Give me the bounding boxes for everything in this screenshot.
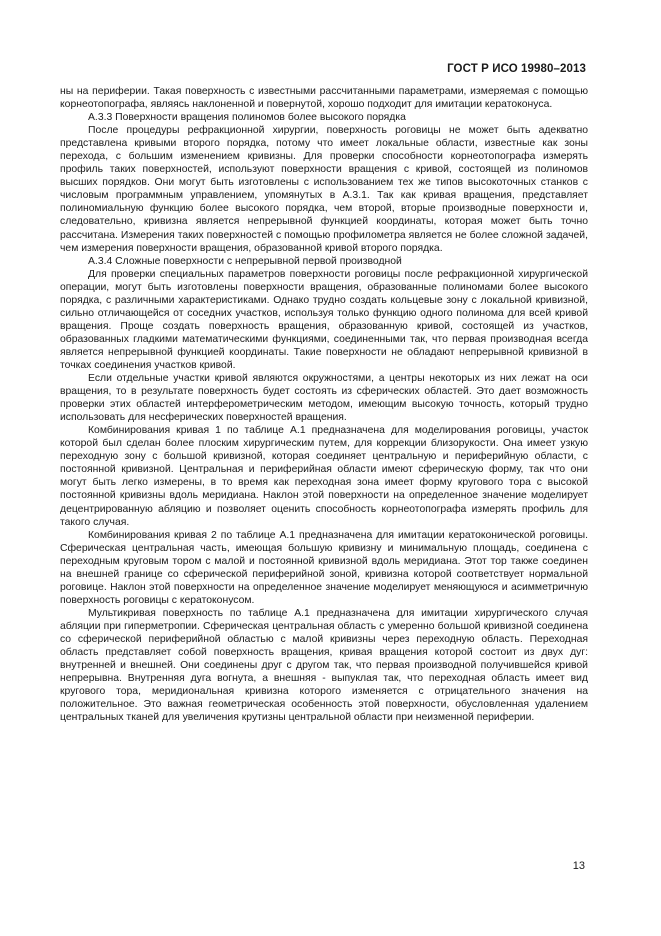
paragraph: Для проверки специальных параметров поверхности роговицы после рефракционной хирургической операции, могут быть изготовлены поверхности вращения, образованные полиномами более высокого порядка, с различными характеристиками. Однако трудно создать кольцевые зону с локальной кривизной, сильно отличающейся от соседних участков, используя только функцию одного полинома для всей кривой вращения. Проще создать поверхность вращения, образованную кривой, состоящей из участков, образованных гладкими математическими функциями, соединенными так, что первая производная всегда является непрерывной функцией координаты. Такие поверхности не обладают непрерывной кривизной в точках соединения участков кривой. [60, 268, 588, 371]
paragraph: После процедуры рефракционной хирургии, поверхность роговицы не может быть адекватно представлена кривыми второго порядка, потому что имеет локальные области, известные как зоны перехода, с большим изменением кривизны. Для проверки способности корнеотопографа измерять профиль таких поверхностей, используют поверхности вращения с кривой, состоящей из полиномов высших порядков. Они могут быть изготовлены с использованием тех же типов высокоточных станков с числовым программным управлением, упомянутых в А.3.1. Так как кривая вращения, представляет полиномиальную функцию более высокого порядка, чем второй, вторые производные поверхности и, следовательно, кривизна является непрерывной функцией координаты, которая может быть точно рассчитана. Измерения таких поверхностей с помощью профилометра является не более сложной задачей, чем измерения поверхности вращения, образованной кривой второго порядка. [60, 125, 588, 254]
paragraph: Комбинирования кривая 1 по таблице А.1 предназначена для моделирования роговицы, участок которой был сделан более плоским хирургическим путем, для коррекции близорукости. Она имеет узкую переходную зону с большой кривизной, которая соединяет центральную и периферийную области, с постоянной кривизной. Центральная и периферийная области имеют сферическую форму, так что они могут быть легко измерены, в то время как переходная зона имеет форму кругового тора с высокой постоянной кривизны вдоль меридиана. Наклон этой поверхности на определенное значение моделирует децентрированную абляцию и позволяет оценить способность корнеотопографа измерять профиль для такого случая. [60, 425, 588, 528]
section-heading-a33: А.3.3 Поверхности вращения полиномов более высокого порядка [88, 112, 406, 124]
paragraph: Комбинирования кривая 2 по таблице А.1 предназначена для имитации кератоконической роговицы. Сферическая центральная часть, имеющая большую кривизну и минимальную площадь, соединена с переходным круговым тором с малой и постоянной кривизной вдоль меридиана. Этот тор также соединен на внешней границе со сферической периферийной зоной, кривизна которой соответствует нормальной роговице. Наклон этой поверхности на определенное значение моделирует меняющуюся и асимметричную поверхность роговицы с кератоконусом. [60, 529, 588, 606]
section-heading-a34: А.3.4 Сложные поверхности с непрерывной первой производной [88, 255, 402, 267]
page-number: 13 [572, 860, 585, 872]
paragraph: Если отдельные участки кривой являются окружностями, а центры некоторых из них лежат на оси вращения, то в результате поверхность будет состоять из сферических областей. Это дает возможность проверки этих областей интерферометрическим методом, имеющим высокую точность, который трудно использовать для несферических поверхностей вращения. [60, 373, 588, 424]
document-body [60, 85, 588, 724]
document-header-code: ГОСТ Р ИСО 19980–2013 [447, 63, 586, 75]
paragraph-continuation: ны на периферии. Такая поверхность с известными рассчитанными параметрами, измеряемая с помощью корнеотопографа, являясь наклоненной и повернутой, хорошо подходит для имитации кератоконуса. [60, 86, 588, 111]
paragraph: Мультикривая поверхность по таблице А.1 предназначена для имитации хирургического случая абляции при гиперметропии. Сферическая центральная область с умеренно большой кривизной соединена со сферической периферийной областью с малой кривизны через переходную область. Переходная область представляет собой поверхность вращения, кривая вращения которой состоит из двух дуг: внутренней и внешней. Они соединены друг с другом так, что первая производной получившейся кривой непрерывна. Внутренняя дуга вогнута, а внешняя - выпуклая так, что переходная область имеет вид кругового тора, меридиональная кривизна которого изменяется с отрицательного значения на положительное. Это важная геометрическая особенность этой поверхности, обусловленная удалением центральных тканей для увеличения крутизны центральной области при неизменной периферии. [60, 607, 588, 724]
